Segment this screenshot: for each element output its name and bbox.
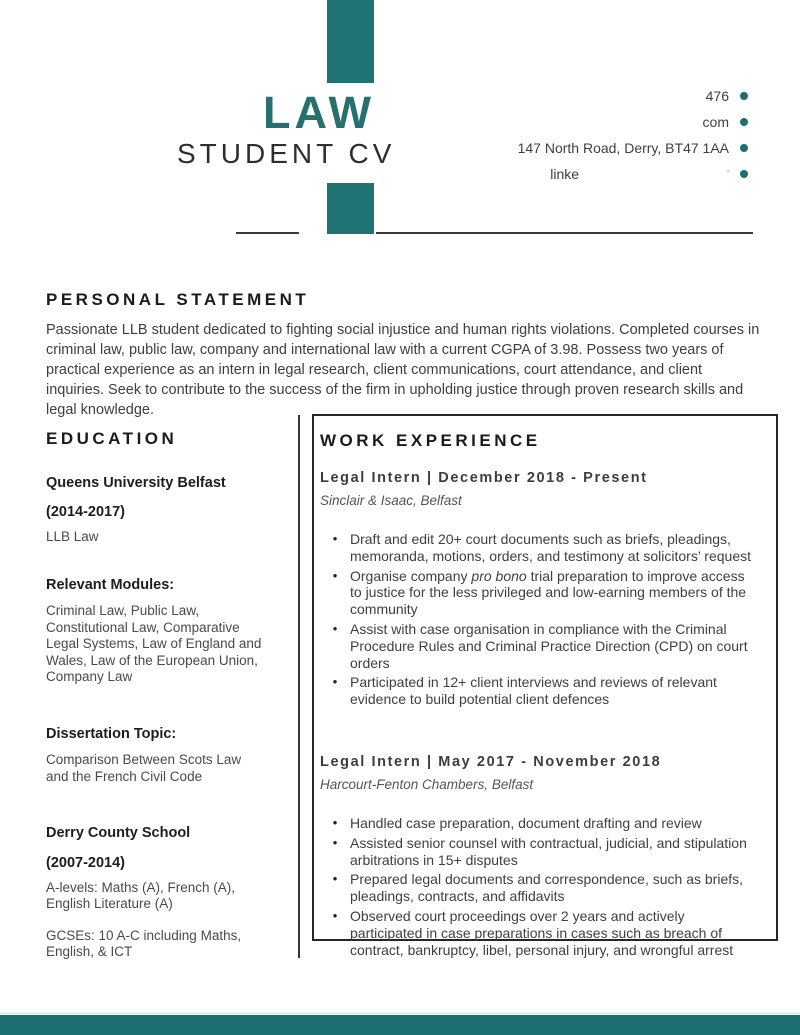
bullet-item [320,568,762,618]
bullet-icon: • [332,674,338,690]
job-1-company: Sinclair & Isaac, Belfast [320,493,462,508]
contact-phone [518,83,748,109]
job-2-title: Legal Intern | May 2017 - November 2018 [320,753,662,770]
contact-email-text: com [702,114,729,130]
education-entry-university [46,475,264,546]
school-gcses: GCSEs: 10 A-C including Maths, English, & ICT [46,927,242,960]
contact-info [518,83,748,187]
bullet-text: Organise company pro bono trial preparation to improve access to justice for the less privileged and low-earning members of the community [350,567,747,618]
contact-linkedin [518,161,748,187]
relevant-modules-body: Criminal Law, Public Law, Constitutional Law, Comparative Legal Systems, Law of England and Wales, Law of the European Union, Company Law [46,603,262,685]
personal-statement-body: Passionate LLB student dedicated to fighting social injustice and human rights violations. Completed courses in criminal law, public law, company and international law with a current CGPA of 3.98. Possess two years of practical experience as an intern in legal research, client communications, court attendance, and client inquiries. Seek to contribute to the success of the firm in upholding justice through proven research skills and legal knowledge. [46,322,760,418]
bullet-icon: • [332,567,338,583]
education-heading: EDUCATION [46,429,178,448]
job-entry-1 [320,470,762,708]
bullet-text: Draft and edit 20+ court documents such as briefs, pleadings, memoranda, motions, orders, and testimony at solicitors’ request [350,531,751,564]
bullet-item [320,815,762,832]
bullet-icon: • [332,620,338,636]
relevant-modules-title: Relevant Modules: [46,576,175,593]
phone-bullet-icon [740,92,748,100]
bullet-icon: • [332,907,338,923]
education-entry-school [46,825,264,960]
bullet-item [320,621,762,671]
personal-statement-section [46,290,760,420]
bullet-text: Assist with case organisation in compliance with the Criminal Procedure Rules and Criminal Practice Direction (CPD) on court orders [350,620,748,671]
bullet-icon: • [332,834,338,850]
personal-statement-heading: PERSONAL STATEMENT [46,290,310,309]
logo-bar-bottom [327,183,374,234]
logo-title: LAW [263,87,375,138]
work-experience-heading: WORK EXPERIENCE [320,431,541,450]
bullet-icon: • [332,814,338,830]
job-1-bullet-list [320,531,762,708]
address-bullet-icon [740,144,748,152]
bullet-item [320,871,762,905]
education-relevant-modules [46,577,264,686]
bullet-item [320,674,762,708]
email-bullet-icon [740,118,748,126]
bullet-text: Observed court proceedings over 2 years and actively participated in case preparations in cases such as breach of contract, bankruptcy, libel, personal injury, and wrongful arrest [350,907,734,958]
header-rule-right [376,232,753,234]
contact-address-text: 147 North Road, Derry, BT47 1AA [517,140,729,156]
job-entry-2 [320,754,762,958]
dissertation-body: Comparison Between Scots Law and the French Civil Code [46,752,242,784]
bullet-icon: • [332,531,338,546]
linkedin-bullet-icon [740,170,748,178]
bullet-item [320,531,762,565]
education-section [46,429,264,961]
education-dissertation [46,726,264,785]
bullet-item [320,908,762,958]
school-title: Derry County School [46,825,191,842]
column-divider [298,415,300,958]
school-alevels: A-levels: Maths (A), French (A), English Literature (A) [46,879,236,912]
bullet-icon: • [332,871,338,887]
bullet-text: Participated in 12+ client interviews and reviews of relevant evidence to build potential client defences [350,674,717,708]
job-1-title: Legal Intern | December 2018 - Present [320,470,648,486]
job-2-bullet-list [320,815,762,958]
logo-subtitle: STUDENT CV [177,138,396,169]
contact-phone-text: 476 [705,88,729,104]
header-rule-left [236,232,299,234]
bullet-text: Handled case preparation, document drafting and review [350,814,702,831]
bullet-text: Assisted senior counsel with contractual, judicial, and stipulation arbitrations in 15+ disputes [350,834,747,868]
education-entry-degree: LLB Law [46,529,99,545]
work-experience-section [312,414,778,958]
contact-linkedin-text: linke [550,166,580,182]
contact-email [518,109,748,135]
bottom-accent-bar [0,1015,800,1035]
education-entry-title: Queens University Belfast [46,475,226,491]
bullet-text: Prepared legal documents and correspondence, such as briefs, pleadings, contracts, and affidavits [350,871,744,905]
contact-address [518,135,748,161]
logo-bar-top [327,0,374,83]
education-entry-dates: (2014-2017) [46,504,125,521]
school-dates: (2007-2014) [46,854,125,871]
dissertation-title: Dissertation Topic: [46,725,177,742]
bullet-item [320,835,762,869]
job-2-company: Harcourt-Fenton Chambers, Belfast [320,776,534,792]
contact-linkedin-tick: ' [727,168,729,180]
